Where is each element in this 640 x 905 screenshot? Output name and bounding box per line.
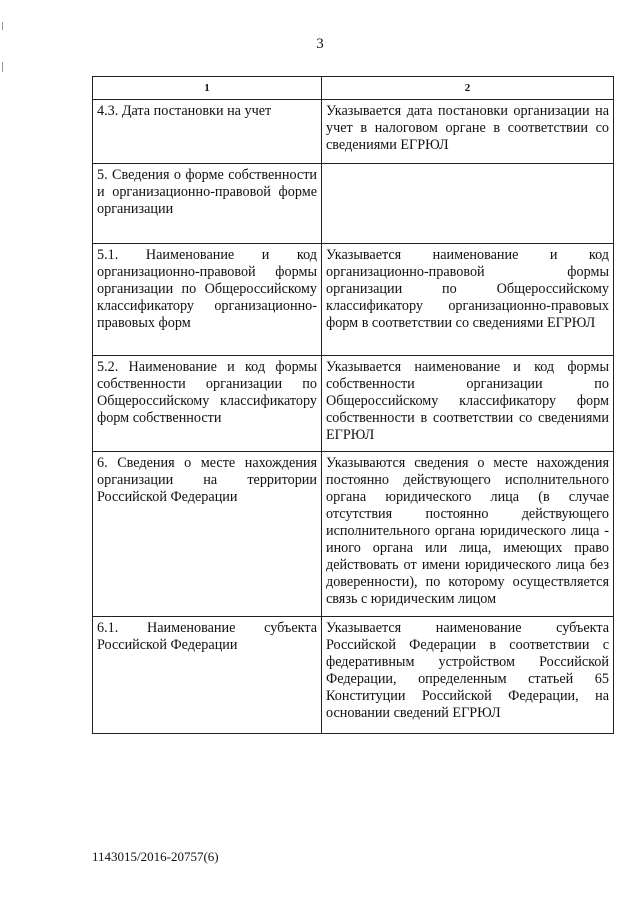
table-row (93, 617, 614, 734)
table-header-row (93, 77, 614, 100)
field-description-cell: Указывается наименование и код организационно-правовой формы организации по Общероссийскому классификатору организационно-правовых форм в соответствии со сведениями ЕГРЮЛ (322, 244, 614, 356)
table-row (93, 244, 614, 356)
field-name-cell: 5.1. Наименование и код организационно-правовой формы организации по Общероссийскому классификатору организационно-правовых форм (93, 244, 322, 356)
page-number: 3 (316, 36, 324, 52)
scan-mark (2, 22, 3, 30)
column-header-1: 1 (93, 77, 322, 100)
table-row (93, 356, 614, 452)
column-header-2: 2 (322, 77, 614, 100)
field-description-cell: Указывается дата постановки организации на учет в налоговом органе в соответствии со сведениями ЕГРЮЛ (322, 100, 614, 164)
field-name-cell: 4.3. Дата постановки на учет (93, 100, 322, 164)
field-name-cell: 6. Сведения о месте нахождения организации на территории Российской Федерации (93, 452, 322, 617)
field-description-cell: Указывается наименование субъекта Российской Федерации в соответствии с федеративным устройством Российской Федерации, определенным статьей 65 Конституции Российской Федерации, на основании сведений ЕГРЮЛ (322, 617, 614, 734)
field-description-cell: Указываются сведения о месте нахождения постоянно действующего исполнительного органа юридического лица (в случае отсутствия постоянно действующего исполнительного органа юридического лица - иного органа или лица, имеющих право действовать от имени юридического лица без доверенности), по которому осуществляется связь с юридическим лицом (322, 452, 614, 617)
document-id: 1143015/2016-20757(6) (92, 849, 219, 864)
field-name-cell: 5.2. Наименование и код формы собственности организации по Общероссийскому классификатору форм собственности (93, 356, 322, 452)
field-name-cell: 5. Сведения о форме собственности и организационно-правовой форме организации (93, 164, 322, 244)
table-row (93, 452, 614, 617)
field-description-cell (322, 164, 614, 244)
table-row (93, 100, 614, 164)
scan-mark (2, 62, 3, 72)
field-description-cell: Указывается наименование и код формы собственности организации по Общероссийскому классификатору форм собственности в соответствии со сведениями ЕГРЮЛ (322, 356, 614, 452)
requirements-table (92, 76, 614, 734)
table-row (93, 164, 614, 244)
field-name-cell: 6.1. Наименование субъекта Российской Федерации (93, 617, 322, 734)
